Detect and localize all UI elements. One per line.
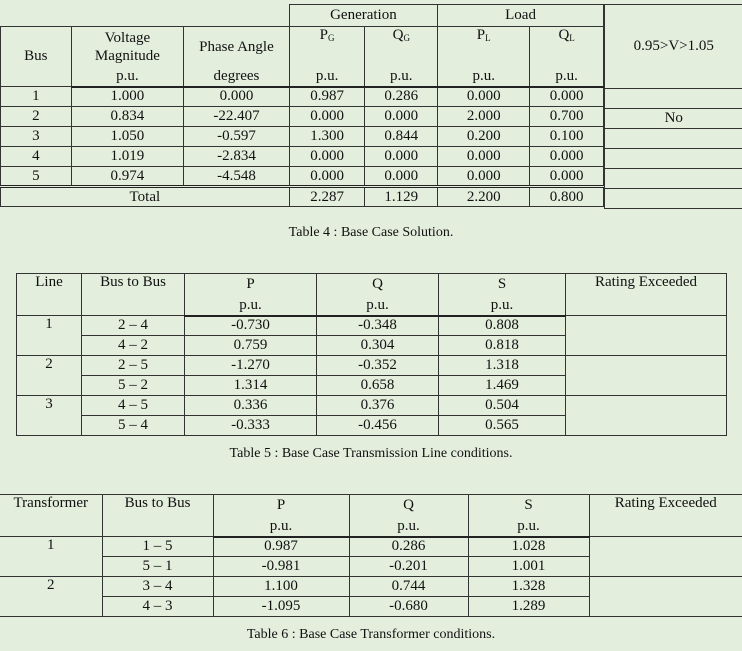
check-result: No xyxy=(605,109,742,129)
ql-header: $Q_L$ xyxy=(530,27,604,67)
table-row xyxy=(17,316,727,336)
line-id-cell: 1 xyxy=(17,316,82,356)
bus-cell: 2 xyxy=(1,107,72,127)
s-cell: 1.469 xyxy=(439,376,566,396)
ql-cell: 0.000 xyxy=(530,147,604,167)
qg-cell: 0.844 xyxy=(365,127,438,147)
voltage-cell: 1.019 xyxy=(71,147,184,167)
bus-cell: 1 xyxy=(1,87,72,107)
bus-to-bus-header: Bus to Bus xyxy=(82,274,185,316)
total-pl-cell: 2.200 xyxy=(438,187,530,207)
s-cell: 1.318 xyxy=(439,356,566,376)
phase-cell: -22.407 xyxy=(184,107,289,127)
pl-cell: 0.000 xyxy=(438,147,530,167)
rating-cell xyxy=(566,356,727,396)
pg-cell: 1.300 xyxy=(289,127,365,147)
table-base-case-solution xyxy=(0,4,604,207)
voltage-cell: 1.000 xyxy=(71,87,184,107)
phase-cell: -4.548 xyxy=(184,167,289,187)
voltage-cell: 0.834 xyxy=(71,107,184,127)
ql-cell: 0.000 xyxy=(530,167,604,187)
check-cell xyxy=(605,169,742,189)
bus-to-bus-cell: 5 – 2 xyxy=(82,376,185,396)
p-cell: 1.314 xyxy=(185,376,317,396)
table-row xyxy=(0,577,742,597)
table-row xyxy=(1,147,604,167)
q-cell: 0.376 xyxy=(317,396,439,416)
qg-cell: 0.000 xyxy=(365,147,438,167)
q-cell: 0.286 xyxy=(349,537,468,557)
s-cell: 0.565 xyxy=(439,416,566,436)
voltage-range-header: 0.95>V>1.05 xyxy=(605,5,742,89)
bus-to-bus-cell: 5 – 4 xyxy=(82,416,185,436)
rating-cell xyxy=(589,577,742,617)
p-cell: -1.095 xyxy=(213,597,349,617)
p-cell: -0.333 xyxy=(185,416,317,436)
transformer-id-cell: 1 xyxy=(0,537,102,577)
phase-angle-header: Phase Angle xyxy=(184,27,289,67)
p-unit: p.u. xyxy=(185,296,317,316)
table-transformer-conditions xyxy=(0,494,742,617)
q-cell: 0.304 xyxy=(317,336,439,356)
pg-cell: 0.000 xyxy=(289,167,365,187)
p-cell: -0.730 xyxy=(185,316,317,336)
bus-to-bus-cell: 5 – 1 xyxy=(102,557,213,577)
load-header: Load xyxy=(438,5,604,27)
rating-exceeded-header: Rating Exceeded xyxy=(566,274,727,316)
bus-cell: 5 xyxy=(1,167,72,187)
q-cell: 0.744 xyxy=(349,577,468,597)
bus-to-bus-cell: 2 – 4 xyxy=(82,316,185,336)
phase-unit: degrees xyxy=(184,67,289,87)
p-cell: -0.981 xyxy=(213,557,349,577)
pg-cell: 0.987 xyxy=(289,87,365,107)
bus-to-bus-cell: 2 – 5 xyxy=(82,356,185,376)
q-unit: p.u. xyxy=(317,296,439,316)
table-row xyxy=(1,107,604,127)
ql-cell: 0.700 xyxy=(530,107,604,127)
pl-unit: p.u. xyxy=(438,67,530,87)
phase-cell: -2.834 xyxy=(184,147,289,167)
s-header: S xyxy=(439,274,566,296)
phase-cell: -0.597 xyxy=(184,127,289,147)
bus-to-bus-cell: 4 – 5 xyxy=(82,396,185,416)
line-id-cell: 3 xyxy=(17,396,82,436)
rating-exceeded-header: Rating Exceeded xyxy=(589,495,742,537)
total-ql-cell: 0.800 xyxy=(530,187,604,207)
bus-to-bus-cell: 1 – 5 xyxy=(102,537,213,557)
p-unit: p.u. xyxy=(213,517,349,537)
total-label: Total xyxy=(1,187,290,207)
rating-cell xyxy=(566,316,727,356)
p-header: P xyxy=(213,495,349,517)
voltage-cell: 0.974 xyxy=(71,167,184,187)
table-row xyxy=(17,396,727,416)
line-id-cell: 2 xyxy=(17,356,82,396)
table-transmission-line-conditions xyxy=(16,273,727,436)
ql-cell: 0.100 xyxy=(530,127,604,147)
p-cell: 0.987 xyxy=(213,537,349,557)
qg-cell: 0.000 xyxy=(365,107,438,127)
total-row xyxy=(1,187,604,207)
q-cell: -0.680 xyxy=(349,597,468,617)
q-cell: 0.658 xyxy=(317,376,439,396)
check-cell xyxy=(605,189,742,209)
qg-cell: 0.286 xyxy=(365,87,438,107)
s-cell: 1.001 xyxy=(468,557,589,577)
table-row xyxy=(1,127,604,147)
bus-to-bus-cell: 3 – 4 xyxy=(102,577,213,597)
qg-header: $Q_G$ xyxy=(365,27,438,67)
pl-header: $P_L$ xyxy=(438,27,530,67)
p-cell: 0.759 xyxy=(185,336,317,356)
phase-cell: 0.000 xyxy=(184,87,289,107)
check-cell xyxy=(605,149,742,169)
p-header: P xyxy=(185,274,317,296)
table-row xyxy=(17,356,727,376)
q-cell: -0.352 xyxy=(317,356,439,376)
total-pg-cell: 2.287 xyxy=(289,187,365,207)
table5-caption: Table 5 : Base Case Transmission Line conditions. xyxy=(229,446,513,461)
s-cell: 1.289 xyxy=(468,597,589,617)
voltage-cell: 1.050 xyxy=(71,127,184,147)
bus-to-bus-cell: 4 – 2 xyxy=(82,336,185,356)
s-cell: 0.808 xyxy=(439,316,566,336)
pg-unit: p.u. xyxy=(289,67,365,87)
table6-caption: Table 6 : Base Case Transformer conditions. xyxy=(246,627,496,642)
bus-to-bus-cell: 4 – 3 xyxy=(102,597,213,617)
q-cell: -0.348 xyxy=(317,316,439,336)
s-cell: 0.504 xyxy=(439,396,566,416)
s-unit: p.u. xyxy=(468,517,589,537)
pl-cell: 2.000 xyxy=(438,107,530,127)
q-cell: -0.201 xyxy=(349,557,468,577)
qg-cell: 0.000 xyxy=(365,167,438,187)
q-header: Q xyxy=(317,274,439,296)
pl-cell: 0.000 xyxy=(438,87,530,107)
total-qg-cell: 1.129 xyxy=(365,187,438,207)
bus-to-bus-header: Bus to Bus xyxy=(102,495,213,537)
pg-header: $P_G$ xyxy=(289,27,365,67)
q-header: Q xyxy=(349,495,468,517)
rating-cell xyxy=(589,537,742,577)
p-cell: -1.270 xyxy=(185,356,317,376)
check-cell xyxy=(605,129,742,149)
voltage-unit: p.u. xyxy=(71,67,184,87)
line-header: Line xyxy=(17,274,82,316)
table-row xyxy=(1,167,604,187)
generation-header: Generation xyxy=(289,5,437,27)
pg-cell: 0.000 xyxy=(289,147,365,167)
pl-cell: 0.200 xyxy=(438,127,530,147)
voltage-magnitude-header: Voltage Magnitude xyxy=(71,27,184,67)
transformer-header: Transformer xyxy=(0,495,102,537)
ql-cell: 0.000 xyxy=(530,87,604,107)
bus-header: Bus xyxy=(1,27,72,87)
qg-unit: p.u. xyxy=(365,67,438,87)
table4-caption: Table 4 : Base Case Solution. xyxy=(288,225,454,240)
ql-unit: p.u. xyxy=(530,67,604,87)
s-cell: 1.328 xyxy=(468,577,589,597)
bus-cell: 4 xyxy=(1,147,72,167)
s-unit: p.u. xyxy=(439,296,566,316)
bus-cell: 3 xyxy=(1,127,72,147)
pl-cell: 0.000 xyxy=(438,167,530,187)
q-unit: p.u. xyxy=(349,517,468,537)
voltage-check-column xyxy=(604,4,742,209)
s-cell: 0.818 xyxy=(439,336,566,356)
table-row xyxy=(0,537,742,557)
rating-cell xyxy=(566,396,727,436)
p-cell: 1.100 xyxy=(213,577,349,597)
s-header: S xyxy=(468,495,589,517)
pg-cell: 0.000 xyxy=(289,107,365,127)
p-cell: 0.336 xyxy=(185,396,317,416)
table-row xyxy=(1,87,604,107)
transformer-id-cell: 2 xyxy=(0,577,102,617)
check-cell xyxy=(605,89,742,109)
q-cell: -0.456 xyxy=(317,416,439,436)
s-cell: 1.028 xyxy=(468,537,589,557)
